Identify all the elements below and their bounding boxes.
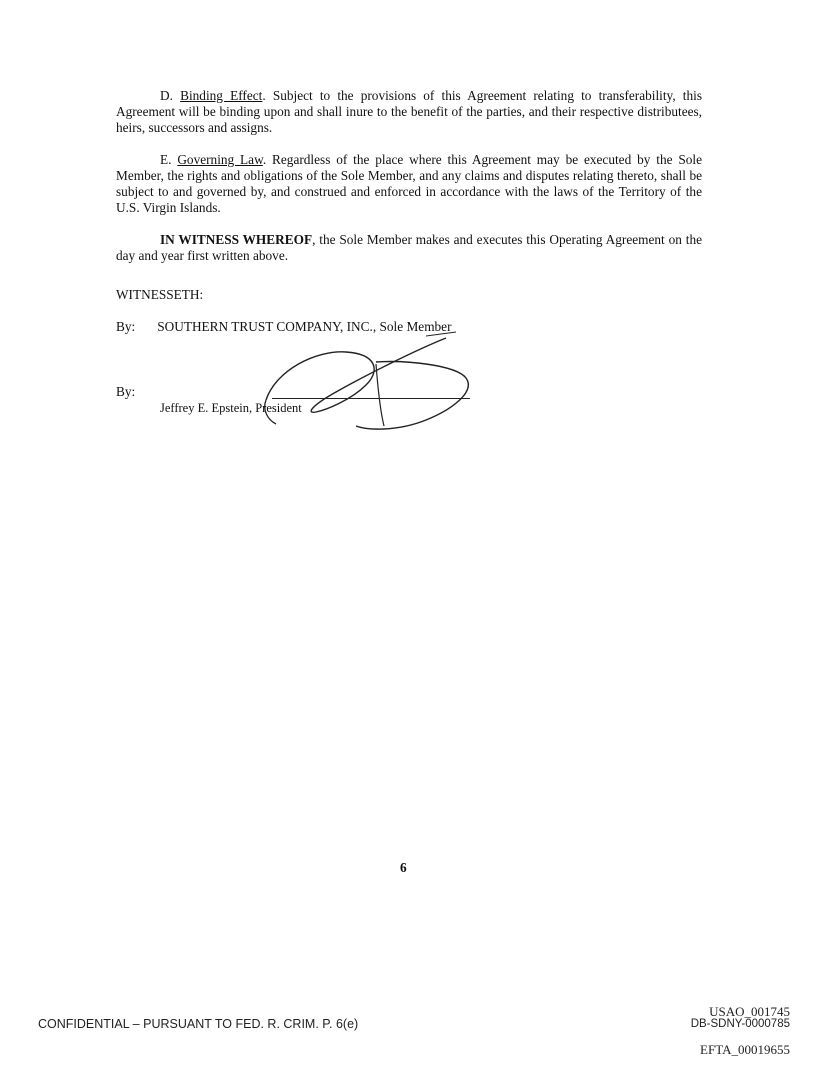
- witnesseth-label: WITNESSETH:: [116, 287, 204, 302]
- section-heading-punct: .: [262, 152, 267, 167]
- witness-text: , the Sole Member makes and executes this Operating Agreement on the day and year first written above.: [116, 232, 702, 263]
- section-heading: Governing Law: [177, 152, 263, 167]
- section-governing-law: [116, 152, 702, 216]
- signature-line: [272, 398, 470, 399]
- section-heading-punct: .: [262, 88, 266, 103]
- bates-usao: USAO_001745: [709, 1004, 790, 1019]
- section-heading: Binding Effect: [180, 88, 263, 103]
- by-label: By:: [116, 319, 136, 334]
- section-text: Regardless of the place where this Agreement may be executed by the Sole Member, the rights and obligations of the Sole Member, and any claims and disputes relating thereto, shall be subject to and governed by, and construed and enforced in accordance with the laws of the Territory of the U.S. Virgin Islands.: [116, 152, 702, 215]
- section-text: Subject to the provisions of this Agreement relating to transferability, this Agreement will be binding upon and shall inure to the benefit of the parties, and their respective distributees, heirs, successors and assigns.: [116, 88, 703, 135]
- page-number: 6: [400, 860, 407, 875]
- section-letter: D.: [160, 88, 173, 103]
- signatory-entity: SOUTHERN TRUST COMPANY, INC., Sole Member: [157, 319, 452, 334]
- bates-efta: EFTA_00019655: [700, 1042, 790, 1057]
- confidential-notice: CONFIDENTIAL – PURSUANT TO FED. R. CRIM. P. 6(e): [38, 1017, 359, 1031]
- bates-stamps: [691, 1006, 790, 1058]
- witness-clause: [116, 232, 702, 264]
- by-label-2: By:: [116, 384, 136, 399]
- witness-lead: IN WITNESS WHEREOF: [160, 232, 313, 247]
- section-binding-effect: [116, 88, 702, 136]
- section-letter: E.: [160, 152, 172, 167]
- signer-name: Jeffrey E. Epstein, President: [160, 401, 302, 415]
- bates-db-sdny: DB-SDNY-0000785: [690, 1018, 790, 1030]
